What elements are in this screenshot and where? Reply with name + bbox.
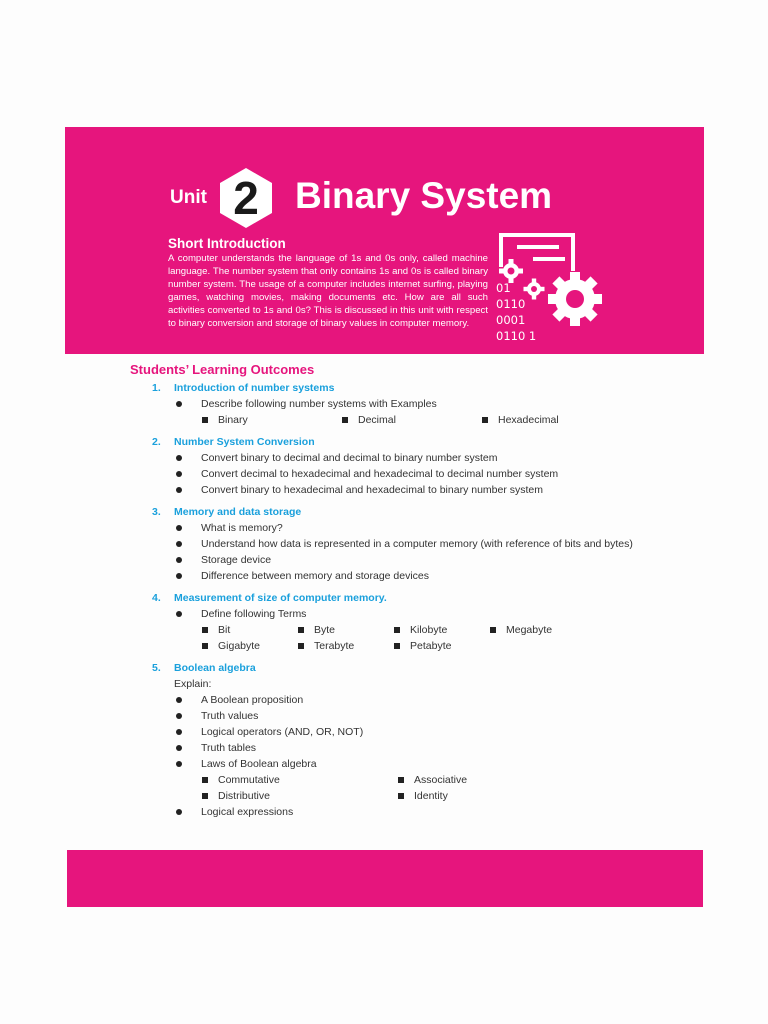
bullet-item: A Boolean proposition [152,692,652,708]
outcomes-list [152,380,652,826]
bullet-list [152,396,652,412]
sub-item: Bit [202,622,298,638]
sub-item: Decimal [342,412,482,428]
section-title-text: Measurement of size of computer memory. [174,592,387,604]
binary-line: 0110 1 [496,329,537,343]
section-title [152,380,652,396]
bullet-item: What is memory? [152,520,652,536]
outcome-section [152,380,652,428]
bullet-list [152,804,652,820]
section-number: 4. [152,592,161,604]
sub-item: Megabyte [490,622,586,638]
bullet-item: Truth values [152,708,652,724]
binary-line: 01 [496,281,511,295]
section-title-text: Boolean algebra [174,662,256,674]
unit-number: 2 [233,172,259,224]
section-title-text: Memory and data storage [174,506,302,518]
bullet-item: Convert binary to hexadecimal and hexadecimal to binary number system [152,482,652,498]
bullet-item: Understand how data is represented in a computer memory (with reference of bits and bytes) [152,536,652,552]
outcome-section [152,660,652,820]
outcome-section [152,504,652,584]
unit-label: Unit [170,187,207,208]
section-number: 2. [152,436,161,448]
bullet-item: Define following Terms [152,606,652,622]
footer-bar [67,850,703,907]
section-title [152,434,652,450]
bullet-item: Logical operators (AND, OR, NOT) [152,724,652,740]
bullet-list [152,520,652,584]
binary-digits [496,280,536,344]
sub-item: Associative [398,772,594,788]
bullet-item: Convert decimal to hexadecimal and hexadecimal to decimal number system [152,466,652,482]
outcome-section [152,434,652,498]
sub-item: Terabyte [298,638,394,654]
sub-item: Gigabyte [202,638,298,654]
section-title [152,590,652,606]
sub-item: Byte [298,622,394,638]
bullet-list [152,606,652,622]
sub-item: Commutative [202,772,398,788]
section-number: 3. [152,506,161,518]
outcomes-heading: Students’ Learning Outcomes [130,362,315,377]
sub-item: Kilobyte [394,622,490,638]
section-number: 5. [152,662,161,674]
sub-item: Distributive [202,788,398,804]
sub-item-grid [202,412,652,428]
intro-paragraph: A computer understands the language of 1s and 0s only, called machine language. The number system that only contains 1s and 0s is called binary number system. The usage of a computer includes internet surfing, playing games, watching movies, making documents etc. How are all such activities converted to 1s and 0s? This is discussed in this unit with respect to binary conversion and storage of binary values in computer memory. [168,253,488,329]
sub-item: Binary [202,412,342,428]
section-title-text: Introduction of number systems [174,382,335,394]
bullet-item: Describe following number systems with Examples [152,396,652,412]
outcome-section [152,590,652,654]
bullet-item: Logical expressions [152,804,652,820]
sub-item: Identity [398,788,594,804]
bullet-list [152,450,652,498]
bullet-item: Laws of Boolean algebra [152,756,652,772]
section-title [152,660,652,676]
section-title [152,504,652,520]
bullet-item: Truth tables [152,740,652,756]
bullet-item: Difference between memory and storage devices [152,568,652,584]
bullet-list [152,692,652,772]
section-title-text: Number System Conversion [174,436,315,448]
explain-label: Explain: [174,678,212,690]
sub-item-grid [202,622,652,654]
binary-line: 0110 [496,297,526,311]
sub-item-grid [202,772,652,804]
bullet-item: Convert binary to decimal and decimal to binary number system [152,450,652,466]
bullet-item: Storage device [152,552,652,568]
unit-banner [65,127,704,354]
page-title: Binary System [295,175,553,216]
intro-heading: Short Introduction [168,236,286,251]
binary-line: 0001 [496,313,526,327]
sub-item: Hexadecimal [482,412,622,428]
section-number: 1. [152,382,161,394]
sub-item: Petabyte [394,638,490,654]
